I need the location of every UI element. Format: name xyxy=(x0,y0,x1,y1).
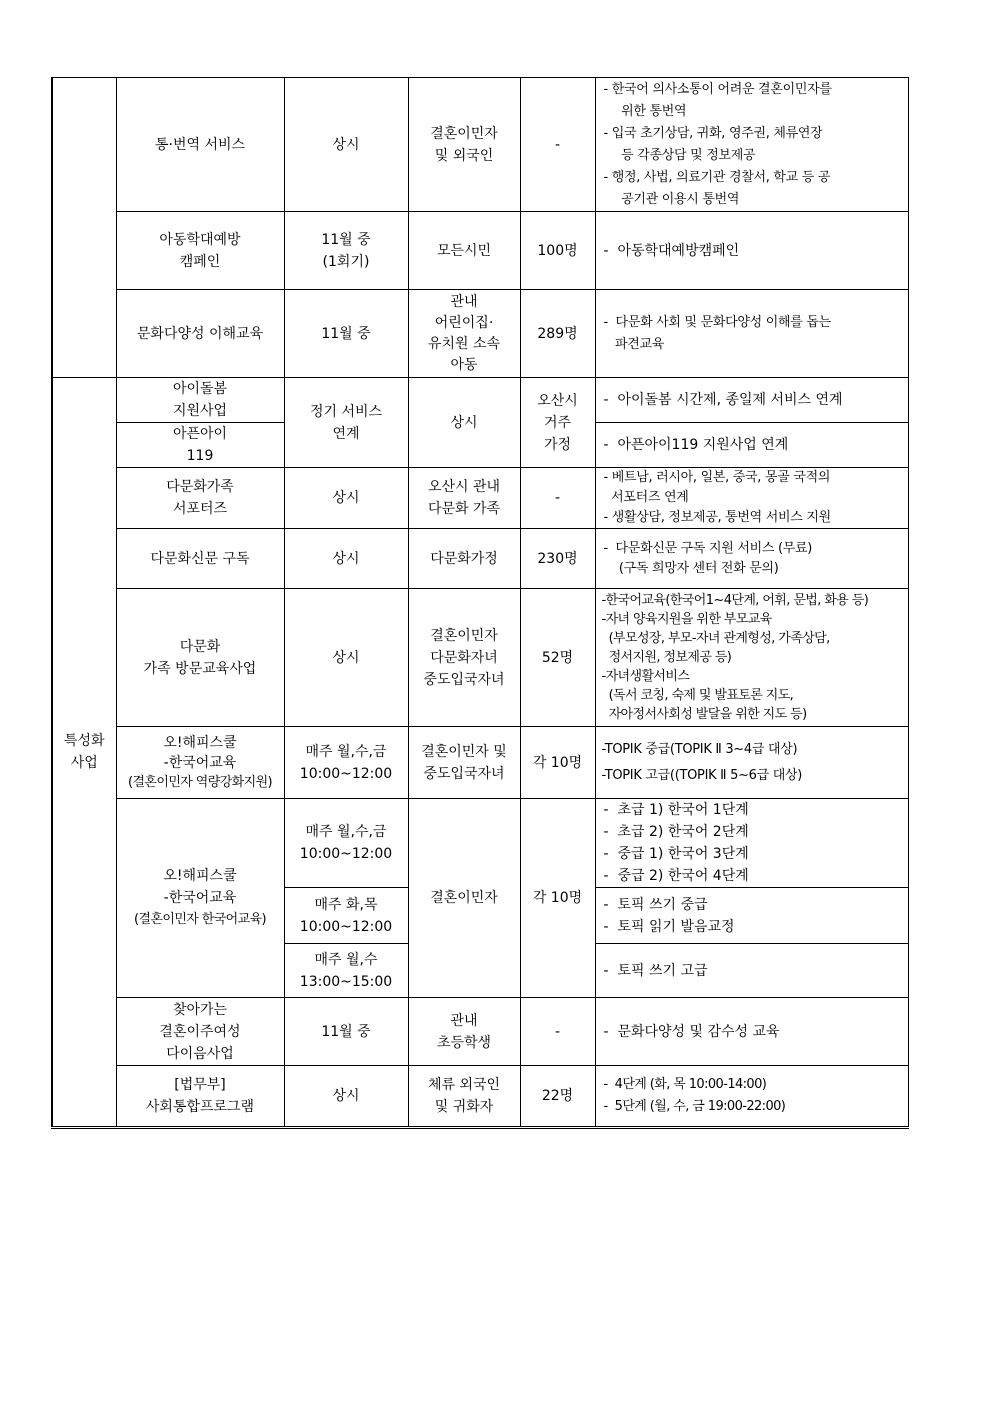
count-cell: 230명 xyxy=(520,529,595,589)
program-cell: 아이돌봄 지원사업 xyxy=(116,378,284,423)
table-row xyxy=(52,998,908,1066)
target-cell: 다문화가정 xyxy=(408,529,520,589)
period-cell: 상시 xyxy=(284,1066,408,1128)
description-cell: - 토픽 쓰기 중급 - 토픽 읽기 발음교정 xyxy=(595,888,908,944)
target-cell: 상시 xyxy=(408,378,520,468)
count-cell: - xyxy=(520,998,595,1066)
target-cell: 결혼이민자 다문화자녀 중도입국자녀 xyxy=(408,589,520,727)
table-row xyxy=(52,1066,908,1128)
program-cell: 통·번역 서비스 xyxy=(116,78,284,212)
target-cell: 관내 초등학생 xyxy=(408,998,520,1066)
description-cell: - 다문화 사회 및 문화다양성 이해를 돕는 파견교육 xyxy=(595,290,908,378)
count-cell: 22명 xyxy=(520,1066,595,1128)
target-cell: 결혼이민자 xyxy=(408,799,520,998)
program-cell: [법무부] 사회통합프로그램 xyxy=(116,1066,284,1128)
description-cell: - 4단계 (화, 목 10:00-14:00) - 5단계 (월, 수, 금 19:00-22:00) xyxy=(595,1066,908,1128)
table-row xyxy=(52,290,908,378)
description-cell: - 문화다양성 및 감수성 교육 xyxy=(595,998,908,1066)
description-cell: -한국어교육(한국어1~4단계, 어휘, 문법, 화용 등) -자녀 양육지원을 위한 부모교육 (부모성장, 부모-자녀 관계형성, 가족상담, 정서지원, 정보제공 등) -자녀생활서비스 (독서 코칭, 숙제 및 발표토론 지도, 자아정서사회성 발달을 위한 지도 등) xyxy=(595,589,908,727)
count-cell: 289명 xyxy=(520,290,595,378)
target-cell: 체류 외국인 및 귀화자 xyxy=(408,1066,520,1128)
table-row xyxy=(52,78,908,212)
period-cell: 매주 월,수,금 10:00~12:00 xyxy=(284,727,408,799)
description-cell: - 아이돌봄 시간제, 종일제 서비스 연계 xyxy=(595,378,908,423)
program-cell: 찾아가는 결혼이주여성 다이음사업 xyxy=(116,998,284,1066)
count-cell: 100명 xyxy=(520,212,595,290)
period-cell: 매주 월,수,금 10:00~12:00 xyxy=(284,799,408,888)
section-label-cell: 특성화 사업 xyxy=(52,378,116,1128)
period-cell: 매주 월,수 13:00~15:00 xyxy=(284,944,408,998)
description-cell: - 아동학대예방캠페인 xyxy=(595,212,908,290)
period-cell: 11월 중 xyxy=(284,998,408,1066)
table-row xyxy=(52,799,908,888)
description-cell: -TOPIK 중급(TOPIK Ⅱ 3~4급 대상) -TOPIK 고급((TOPIK Ⅱ 5~6급 대상) xyxy=(595,727,908,799)
table-row xyxy=(52,378,908,423)
target-cell: 관내 어린이집· 유치원 소속 아동 xyxy=(408,290,520,378)
period-cell: 상시 xyxy=(284,468,408,529)
target-cell: 오산시 관내 다문화 가족 xyxy=(408,468,520,529)
section-cell-blank xyxy=(52,78,116,378)
count-cell: 오산시 거주 가정 xyxy=(520,378,595,468)
period-cell: 매주 화,목 10:00~12:00 xyxy=(284,888,408,944)
target-cell: 결혼이민자 및 중도입국자녀 xyxy=(408,727,520,799)
program-cell: 다문화가족 서포터즈 xyxy=(116,468,284,529)
table-row xyxy=(52,529,908,589)
period-cell: 상시 xyxy=(284,589,408,727)
period-cell: 11월 중 (1회기) xyxy=(284,212,408,290)
period-cell: 정기 서비스 연계 xyxy=(284,378,408,468)
period-cell: 상시 xyxy=(284,78,408,212)
period-cell: 상시 xyxy=(284,529,408,589)
description-cell: - 한국어 의사소통이 어려운 결혼이민자를 위한 통번역 - 입국 초기상담, 귀화, 영주권, 체류연장 등 각종상담 및 정보제공 - 행정, 사법, 의료기관 경찰서, 학교 등 공 공기관 이용시 통번역 xyxy=(595,78,908,212)
description-cell: - 토픽 쓰기 고급 xyxy=(595,944,908,998)
count-cell: - xyxy=(520,468,595,529)
program-cell: 오!해피스쿨 -한국어교육 (결혼이민자 한국어교육) xyxy=(116,799,284,998)
table-row xyxy=(52,589,908,727)
program-cell: 다문화신문 구독 xyxy=(116,529,284,589)
description-cell: - 아픈아이119 지원사업 연계 xyxy=(595,423,908,468)
period-cell: 11월 중 xyxy=(284,290,408,378)
description-cell: - 초급 1) 한국어 1단계 - 초급 2) 한국어 2단계 - 중급 1) 한국어 3단계 - 중급 2) 한국어 4단계 xyxy=(595,799,908,888)
description-cell: - 베트남, 러시아, 일본, 중국, 몽골 국적의 서포터즈 연계 - 생활상담, 정보제공, 통번역 서비스 지원 xyxy=(595,468,908,529)
program-table xyxy=(51,77,909,1129)
count-cell: 각 10명 xyxy=(520,799,595,998)
description-cell: - 다문화신문 구독 지원 서비스 (무료) (구독 희망자 센터 전화 문의) xyxy=(595,529,908,589)
count-cell: - xyxy=(520,78,595,212)
table-row xyxy=(52,212,908,290)
table-row xyxy=(52,468,908,529)
target-cell: 결혼이민자 및 외국인 xyxy=(408,78,520,212)
target-cell: 모든시민 xyxy=(408,212,520,290)
table-row xyxy=(52,727,908,799)
count-cell: 52명 xyxy=(520,589,595,727)
program-cell: 오!해피스쿨 -한국어교육 (결혼이민자 역량강화지원) xyxy=(116,727,284,799)
program-cell: 아픈아이 119 xyxy=(116,423,284,468)
program-cell: 아동학대예방 캠페인 xyxy=(116,212,284,290)
program-cell: 문화다양성 이해교육 xyxy=(116,290,284,378)
count-cell: 각 10명 xyxy=(520,727,595,799)
program-cell: 다문화 가족 방문교육사업 xyxy=(116,589,284,727)
